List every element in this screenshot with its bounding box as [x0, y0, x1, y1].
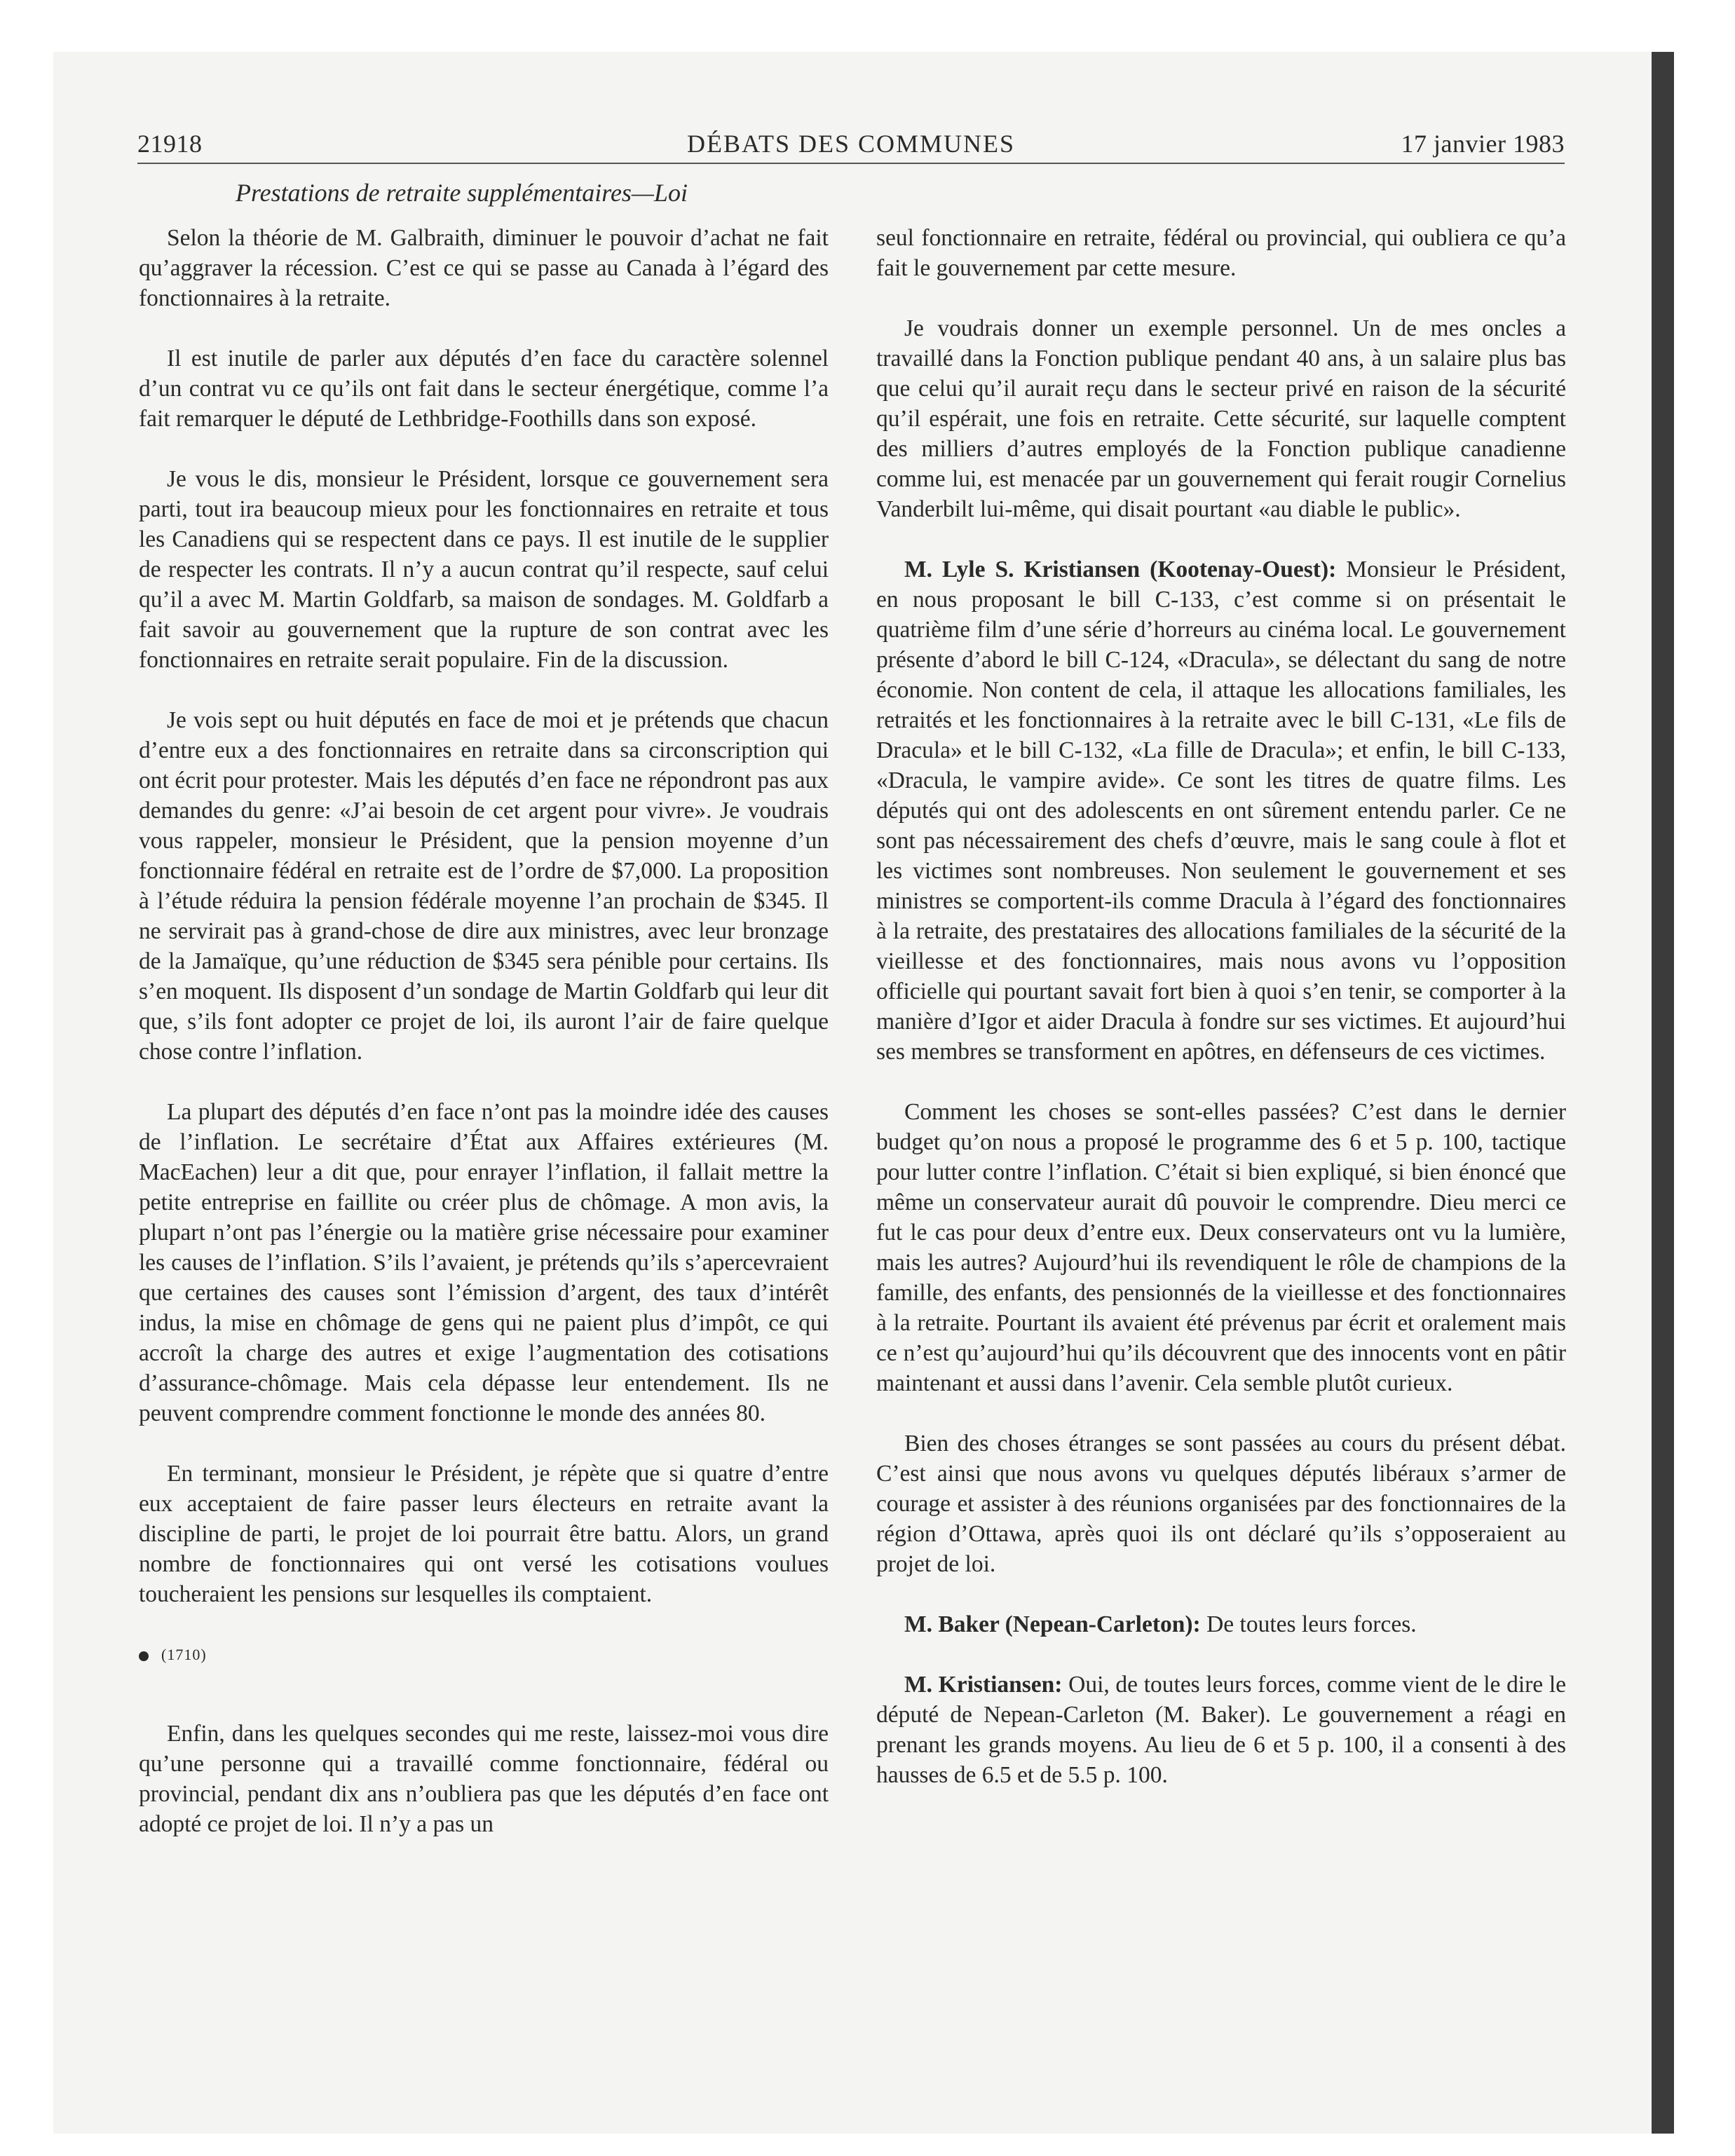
- paragraph: Je vous le dis, monsieur le Président, lorsque ce gouvernement sera parti, tout ira beaucoup mieux pour les fonctionnaires en retraite et tous les Canadiens qui se respectent dans ce pays. Il est inutile de le supplier de respecter les contrats. Il n’y a aucun contrat qu’il respecte, sauf celui qu’il a avec M. Martin Goldfarb, sa maison de sondages. M. Goldfarb a fait savoir au gouvernement que la rupture de son contrat avec les fonctionnaires en retraite serait populaire. Fin de la discussion.: [139, 466, 829, 673]
- speech-paragraph: [876, 1670, 1566, 1790]
- header-rule: [137, 163, 1565, 164]
- bullet-icon: [139, 1651, 149, 1661]
- speech-text: Oui, de toutes leurs forces, comme vient de le dire le député de Nepean-Carleton (M. Baker). Le gouvernement a réagi en prenant les grands moyens. Au lieu de 6 et 5 p. 100, il a consenti à des hausses de 6.5 et de 5.5 p. 100.: [876, 1672, 1566, 1788]
- page-number: 21918: [137, 130, 203, 158]
- left-column: [139, 223, 829, 1869]
- time-marker-text: (1710): [161, 1646, 207, 1663]
- paragraph: Je vois sept ou huit députés en face de moi et je prétends que chacun d’entre eux a des fonctionnaires en retraite dans sa circonscription qui ont écrit pour protester. Mais les députés d’en face ne répondront pas aux demandes du genre: «J’ai besoin de cet argent pour vivre». Je voudrais vous rappeler, monsieur le Président, que la pension moyenne d’un fonctionnaire fédéral en retraite est de l’ordre de $7,000. La proposition à l’étude réduira la pension fédérale moyenne l’an prochain de $345. Il ne servirait pas à grand-chose de dire aux ministres, avec leur bronzage de la Jamaïque, qu’une réduction de $345 sera pénible pour certains. Ils s’en moquent. Ils disposent d’un sondage de Martin Goldfarb qui leur dit que, s’ils font adopter ce projet de loi, ils auront l’air de faire quelque chose contre l’inflation.: [139, 707, 829, 1065]
- speech-paragraph: [876, 554, 1566, 1067]
- paragraph: seul fonctionnaire en retraite, fédéral ou provincial, qui oubliera ce qu’a fait le gouvernement par cette mesure.: [876, 225, 1566, 281]
- running-title: DÉBATS DES COMMUNES: [686, 130, 1016, 158]
- paragraph: Comment les choses se sont-elles passées? C’est dans le dernier budget qu’on nous a proposé le programme des 6 et 5 p. 100, tactique pour lutter contre l’inflation. C’était si bien expliqué, si bien énoncé que même un conservateur aurait dû pouvoir le comprendre. Dieu merci ce fut le cas pour deux d’entre eux. Deux conservateurs ont vu la lumière, mais les autres? Aujourd’hui ils revendiquent le rôle de champions de la famille, des enfants, des pensionnés de la vieillesse et des fonctionnaires à la retraite. Pourtant ils avaient été prévenus par écrit et oralement mais ce n’est qu’aujourd’hui qu’ils découvrent que des innocents vont en pâtir maintenant et aussi dans l’avenir. Cela semble plutôt curieux.: [876, 1099, 1566, 1396]
- speaker-name: M. Kristiansen:: [904, 1672, 1063, 1698]
- speech-paragraph: [876, 1609, 1566, 1639]
- right-column: [876, 223, 1566, 1820]
- paragraph: Enfin, dans les quelques secondes qui me reste, laissez-moi vous dire qu’une personne qui a travaillé comme fonctionnaire, fédéral ou provincial, pendant dix ans n’oubliera pas que les députés d’en face ont adopté ce projet de loi. Il n’y a pas un: [139, 1721, 829, 1837]
- speaker-name: M. Lyle S. Kristiansen (Kootenay-Ouest):: [904, 557, 1337, 582]
- scan-edge-bar: [1652, 52, 1674, 2134]
- paragraph: Bien des choses étranges se sont passées au cours du présent débat. C’est ainsi que nous avons vu quelques députés libéraux s’armer de courage et assister à des réunions organisées par des fonctionnaires de la région d’Ottawa, après quoi ils ont déclaré qu’ils s’opposeraient au projet de loi.: [876, 1431, 1566, 1577]
- paragraph: Je voudrais donner un exemple personnel. Un de mes oncles a travaillé dans la Fonction publique pendant 40 ans, à un salaire plus bas que celui qu’il aurait reçu dans le secteur privé en raison de la sécurité qu’il espérait, une fois en retraite. Cette sécurité, sur laquelle comptent des milliers d’autres employés de la Fonction publique canadienne comme lui, est menacée par un gouvernement qui ferait rougir Cornelius Vanderbilt lui-même, qui disait pourtant «au diable le public».: [876, 315, 1566, 522]
- section-title: Prestations de retraite supplémentaires—Loi: [236, 179, 688, 207]
- time-marker: [139, 1639, 829, 1670]
- page-date: 17 janvier 1983: [1401, 130, 1565, 158]
- page-header: [137, 126, 1565, 161]
- paragraph: La plupart des députés d’en face n’ont pas la moindre idée des causes de l’inflation. Le secrétaire d’État aux Affaires extérieures (M. MacEachen) leur a dit que, pour enrayer l’inflation, il fallait mettre la petite entreprise en faillite ou créer plus de chômage. A mon avis, la plupart n’ont pas l’énergie ou la matière grise nécessaire pour examiner les causes de l’inflation. S’ils l’avaient, je prétends qu’ils s’apercevraient que certaines des causes sont l’émission d’argent, des taux d’intérêt indus, la mise en chômage de gens qui ne paient plus d’impôt, ce qui accroît la charge des autres et exige l’augmentation des cotisations d’assurance-chômage. Mais cela dépasse leur entendement. Ils ne peuvent comprendre comment fonctionne le monde des années 80.: [139, 1099, 829, 1426]
- speaker-name: M. Baker (Nepean-Carleton):: [904, 1611, 1201, 1637]
- speech-text: Monsieur le Président, en nous proposant le bill C-133, c’est comme si on présentait le quatrième film d’une série d’horreurs au cinéma local. Le gouvernement présente d’abord le bill C-124, «Dracula», se délectant du sang de notre économie. Non content de cela, il attaque les allocations familiales, les retraités et les fonctionnaires à la retraite avec le bill C-131, «Le fils de Dracula» et le bill C-132, «La fille de Dracula»; et enfin, le bill C-133, «Dracula, le vampire avide». Ce sont les titres de quatre films. Les députés qui ont des adolescents en ont sûrement entendu parler. Ce ne sont pas nécessairement des chefs d’œuvre, mais le sang coule à flot et les victimes sont nombreuses. Non seulement le gouvernement et ses ministres se comportent-ils comme Dracula à l’égard des fonctionnaires à la retraite, des prestataires des allocations familiales de la sécurité de la vieillesse et des fonctionnaires, mais nous avons vu l’opposition officielle qui pourtant savait fort bien à quoi s’en tenir, se comporter à la manière d’Igor et aider Dracula à fondre sur ses victimes. Et aujourd’hui ses membres se transforment en apôtres, en défenseurs de ces victimes.: [876, 557, 1566, 1065]
- paragraph: En terminant, monsieur le Président, je répète que si quatre d’entre eux acceptaient de faire passer leurs électeurs en retraite avant la discipline de parti, le projet de loi pourrait être battu. Alors, un grand nombre de fonctionnaires qui ont versé les cotisations voulues toucheraient les pensions sur lesquelles ils comptaient.: [139, 1461, 829, 1607]
- paragraph: Il est inutile de parler aux députés d’en face du caractère solennel d’un contrat vu ce qu’ils ont fait dans le secteur énergétique, comme l’a fait remarquer le député de Lethbridge-Foothills dans son exposé.: [139, 346, 829, 432]
- paragraph: Selon la théorie de M. Galbraith, diminuer le pouvoir d’achat ne fait qu’aggraver la récession. C’est ce qui se passe au Canada à l’égard des fonctionnaires à la retraite.: [139, 225, 829, 311]
- speech-text: De toutes leurs forces.: [1200, 1611, 1417, 1637]
